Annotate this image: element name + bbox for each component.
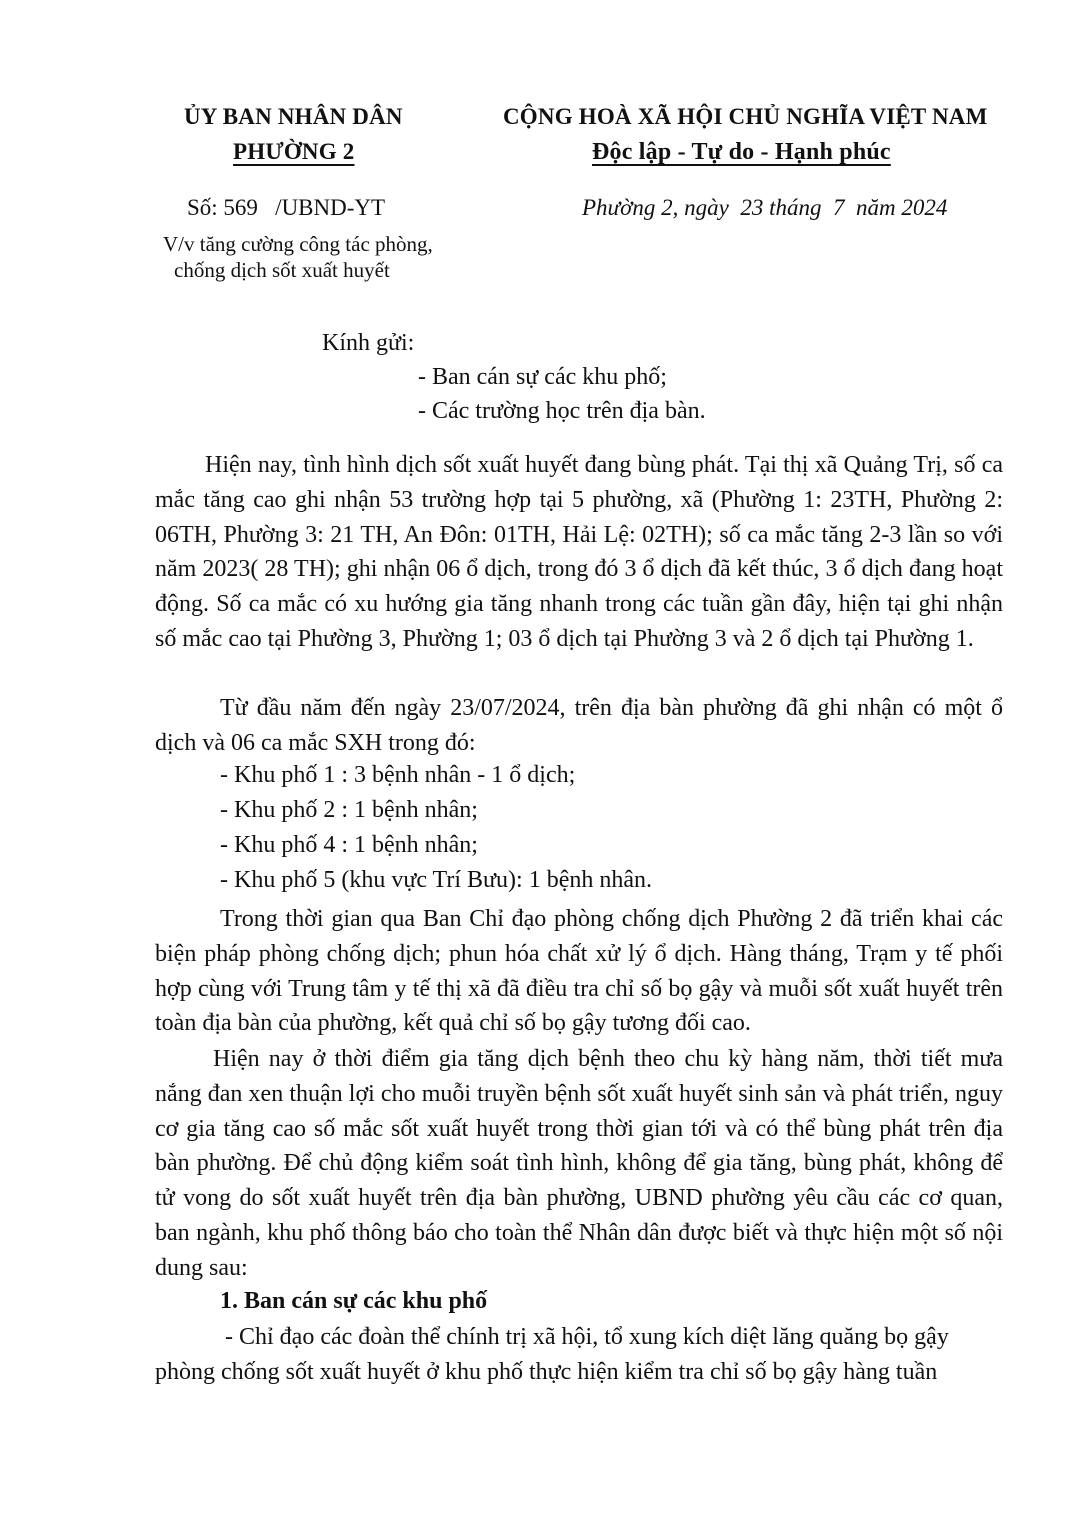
section-1-line2: phòng chống sốt xuất huyết ở khu phố thực hiện kiểm tra chỉ số bọ gậy hàng tuần: [155, 1359, 938, 1385]
org-name-line2: PHƯỜNG 2: [233, 139, 355, 164]
section-1-line1: - Chỉ đạo các đoàn thể chính trị xã hội, tổ xung kích diệt lăng quăng bọ gậy: [225, 1324, 949, 1350]
place-date: Phường 2, ngày 23 tháng 7 năm 2024: [582, 195, 948, 220]
section-1-title: 1. Ban cán sự các khu phố: [220, 1288, 488, 1314]
subject-line1: V/v tăng cường công tác phòng,: [163, 232, 433, 256]
paragraph-request: Hiện nay ở thời điểm gia tăng dịch bệnh theo chu kỳ hàng năm, thời tiết mưa nắng đan xen thuận lợi cho muỗi truyền bệnh sốt xuất huyết sinh sản và phát triển, nguy cơ gia tăng cao số mắc sốt xuất huyết trong thời gian tới và có thể bùng phát trên địa bàn phường. Để chủ động kiểm soát tình hình, không để gia tăng, bùng phát, không để tử vong do sốt xuất huyết trên địa bàn phường, UBND phường yêu cầu các cơ quan, ban ngành, khu phố thông báo cho toàn thể Nhân dân được biết và thực hiện một số nội dung sau:: [155, 1046, 1003, 1281]
org-name-line1: ỦY BAN NHÂN DÂN: [184, 104, 403, 129]
case-list-item: - Khu phố 4 : 1 bệnh nhân;: [220, 832, 478, 858]
recipient-item: - Ban cán sự các khu phố;: [418, 364, 667, 390]
paragraph-statistics: Từ đầu năm đến ngày 23/07/2024, trên địa bàn phường đã ghi nhận có một ổ dịch và 06 ca mắc SXH trong đó:: [155, 695, 1003, 756]
recipient-item: - Các trường học trên địa bàn.: [418, 398, 706, 424]
case-list-item: - Khu phố 2 : 1 bệnh nhân;: [220, 797, 478, 823]
recipients-label: Kính gửi:: [322, 330, 415, 356]
document-number: Số: 569 /UBND-YT: [187, 195, 386, 220]
paragraph-measures: Trong thời gian qua Ban Chỉ đạo phòng chống dịch Phường 2 đã triển khai các biện pháp phòng chống dịch; phun hóa chất xử lý ổ dịch. Hàng tháng, Trạm y tế phối hợp cùng với Trung tâm y tế thị xã đã điều tra chỉ số bọ gậy và muỗi sốt xuất huyết trên toàn địa bàn của phường, kết quả chỉ số bọ gậy tương đối cao.: [155, 906, 1003, 1037]
case-list-item: - Khu phố 1 : 3 bệnh nhân - 1 ổ dịch;: [220, 762, 576, 788]
subject-line2: chống dịch sốt xuất huyết: [174, 258, 390, 282]
paragraph-situation: Hiện nay, tình hình dịch sốt xuất huyết đang bùng phát. Tại thị xã Quảng Trị, số ca mắc tăng cao ghi nhận 53 trường hợp tại 5 phường, xã (Phường 1: 23TH, Phường 2: 06TH, Phường 3: 21 TH, An Đôn: 01TH, Hải Lệ: 02TH); số ca mắc tăng 2-3 lần so với năm 2023( 28 TH); ghi nhận 06 ổ dịch, trong đó 3 ổ dịch đã kết thúc, 3 ổ dịch đang hoạt động. Số ca mắc có xu hướng gia tăng nhanh trong các tuần gần đây, hiện tại ghi nhận số mắc cao tại Phường 3, Phường 1; 03 ổ dịch tại Phường 3 và 2 ổ dịch tại Phường 1.: [155, 452, 1003, 652]
nation-motto: Độc lập - Tự do - Hạnh phúc: [592, 139, 891, 165]
nation-title: CỘNG HOÀ XÃ HỘI CHỦ NGHĨA VIỆT NAM: [503, 104, 988, 129]
case-list-item: - Khu phố 5 (khu vực Trí Bưu): 1 bệnh nhân.: [220, 867, 652, 893]
